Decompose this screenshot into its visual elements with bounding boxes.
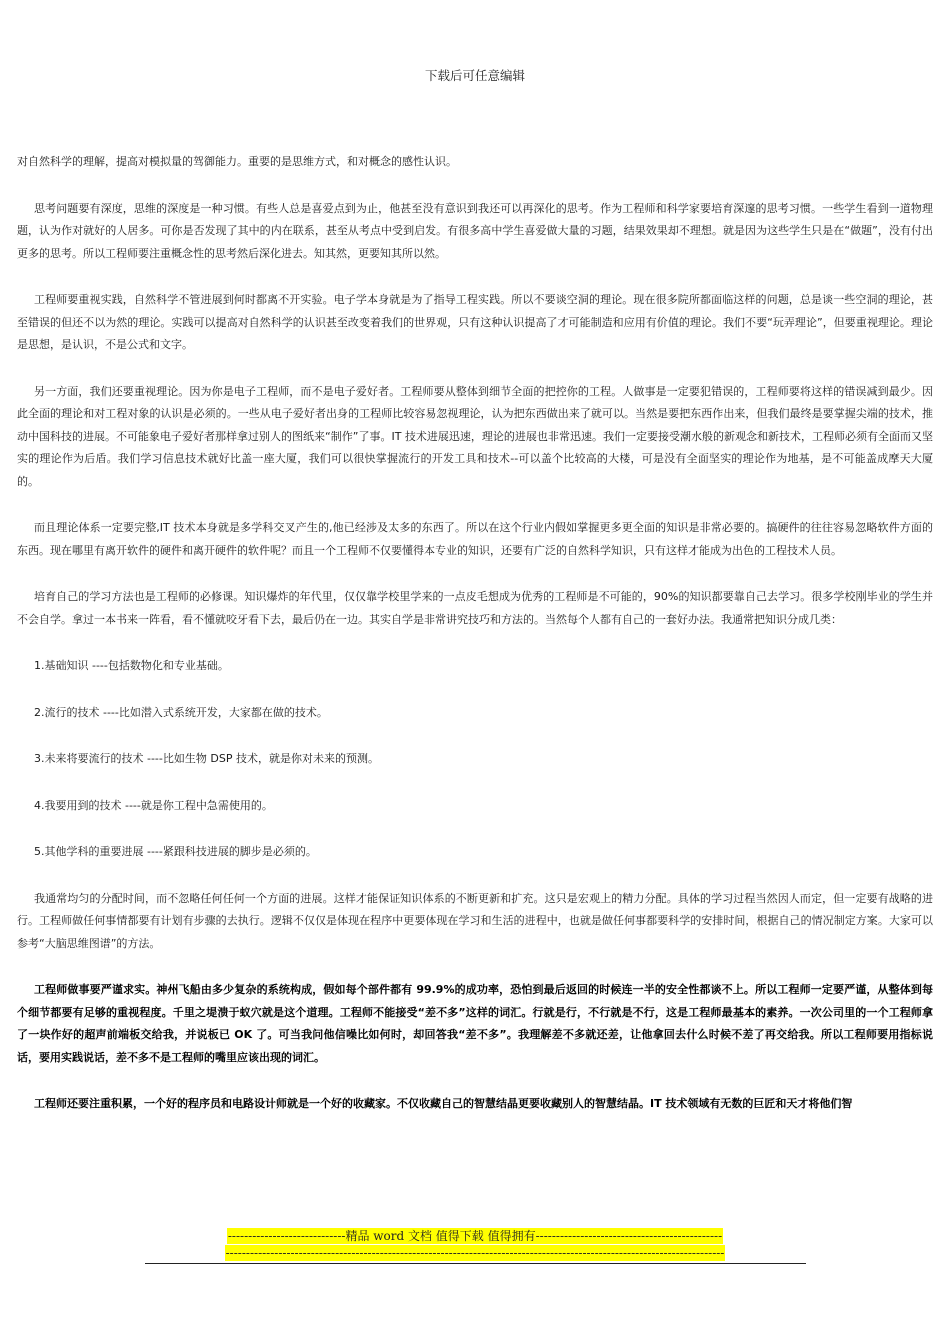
list-item: 4.我要用到的技术 ----就是你工程中急需使用的。 xyxy=(34,798,273,812)
paragraph-bold: 工程师还要注重积累，一个好的程序员和电路设计师就是一个好的收藏家。不仅收藏自己的智慧结晶更要收藏别人的智慧结晶。IT 技术领域有无数的巨匠和天才将他们智 xyxy=(34,1097,853,1110)
footer-dash-line: --------------------------------------------------------------------------------------------------------------------------- xyxy=(225,1246,725,1260)
paragraph: 而且理论体系一定要完整,IT 技术本身就是多学科交叉产生的,他已经涉及太多的东西了。所以在这个行业内假如掌握更多更全面的知识是非常必要的。搞硬件的往往容易忽略软件方面的东西。现在哪里有离开软件的硬件和离开硬件的软件呢？而且一个工程师不仅要懂得本专业的知识，还要有广泛的自然科学知识，只有这样才能成为出色的工程技术人员。 xyxy=(17,521,933,557)
paragraph: 另一方面，我们还要重视理论。因为你是电子工程师，而不是电子爱好者。工程师要从整体到细节全面的把控你的工程。人做事是一定要犯错误的，工程师要将这样的错误减到最少。因此全面的理论和对工程对象的认识是必须的。一些从电子爱好者出身的工程师比较容易忽视理论，认为把东西做出来了就可以。当然是要把东西作出来，但我们最终是要掌握尖端的技术，推动中国科技的进展。不可能象电子爱好者那样拿过别人的图纸来“制作”了事。IT 技术进展迅速，理论的进展也非常迅速。我们一定要接受潮水般的新观念和新技术，工程师必须有全面而又坚实的理论作为后盾。我们学习信息技术就好比盖一座大厦，我们可以很快掌握流行的开发工具和技术--可以盖个比较高的大楼，可是没有全面坚实的理论作为地基，是不可能盖成摩天大厦的。 xyxy=(17,384,933,488)
list-item: 3.未来将要流行的技术 ----比如生物 DSP 技术，就是你对未来的预测。 xyxy=(34,752,379,765)
paragraph: 工程师要重视实践，自然科学不管进展到何时都离不开实验。电子学本身就是为了指导工程实践。所以不要谈空洞的理论。现在很多院所都面临这样的问题，总是谈一些空洞的理论，甚至错误的但还不以为然的理论。实践可以提高对自然科学的认识甚至改变着我们的世界观，只有这种认识提高了才可能制造和应用有价值的理论。我们不要“玩弄理论”，但要重视理论。理论是思想，是认识，不是公式和文字。 xyxy=(17,293,933,351)
paragraph: 培育自己的学习方法也是工程师的必修课。知识爆炸的年代里，仅仅靠学校里学来的一点皮毛想成为优秀的工程师是不可能的，90%的知识都要靠自己去学习。很多学校刚毕业的学生并不会自学。拿过一本书来一阵看，看不懂就咬牙看下去，最后仍在一边。其实自学是非常讲究技巧和方法的。当然每个人都有自己的一套好办法。我通常把知识分成几类： xyxy=(17,590,933,626)
list-item: 5.其他学科的重要进展 ----紧跟科技进展的脚步是必须的。 xyxy=(34,845,317,858)
page-footer xyxy=(0,1228,950,1261)
paragraph: 对自然科学的理解，提高对模拟量的驾御能力。重要的是思维方式，和对概念的感性认识。 xyxy=(17,155,457,168)
footer-divider xyxy=(145,1263,806,1264)
list-item: 2.流行的技术 ----比如潜入式系统开发，大家都在做的技术。 xyxy=(34,705,328,719)
page-header: 下载后可任意编辑 xyxy=(424,68,525,83)
paragraph: 思考问题要有深度，思维的深度是一种习惯。有些人总是喜爱点到为止，他甚至没有意识到我还可以再深化的思考。作为工程师和科学家要培育深邃的思考习惯。一些学生看到一道物理题，认为作对就好的人居多。可你是否发现了其中的内在联系，甚至从考点中受到启发。有很多高中学生喜爱做大量的习题，结果效果却不理想。就是因为这些学生只是在“做题”，没有付出更多的思考。所以工程师要注重概念性的思考然后深化进去。知其然，更要知其所以然。 xyxy=(17,201,933,260)
paragraph: 我通常均匀的分配时间，而不忽略任何任何一个方面的进展。这样才能保证知识体系的不断更新和扩充。这只是宏观上的精力分配。具体的学习过程当然因人而定，但一定要有战略的进行。工程师做任何事情都要有计划有步骤的去执行。逻辑不仅仅是体现在程序中更要体现在学习和生活的进程中，也就是做任何事都要科学的安排时间，根据自己的情况制定方案。大家可以参考“大脑思维图谱”的方法。 xyxy=(17,891,933,950)
paragraph-bold: 工程师做事要严谨求实。神州飞船由多少复杂的系统构成，假如每个部件都有 99.9%的成功率，恐怕到最后返回的时候连一半的安全性都谈不上。所以工程师一定要严谨，从整体到每个细节都要有足够的重视程度。千里之堤溃于蚁穴就是这个道理。工程师不能接受“差不多”这样的词汇。行就是行，不行就是不行，这是工程师最基本的素养。一次公司里的一个工程师拿了一块作好的超声前端板交给我，并说板已 OK 了。可当我问他信噪比如何时，却回答我“差不多”。我理解差不多就还差，让他拿回去什么时候不差了再交给我。所以工程师要用指标说话，要用实践说话，差不多不是工程师的嘴里应该出现的词汇。 xyxy=(17,983,933,1064)
footer-banner-line: -----------------------------精品 word 文档 值得下载 值得拥有---------------------------------------------- xyxy=(227,1229,723,1243)
document-body xyxy=(17,151,933,1140)
list-item: 1.基础知识 ----包括数物化和专业基础。 xyxy=(34,659,229,672)
